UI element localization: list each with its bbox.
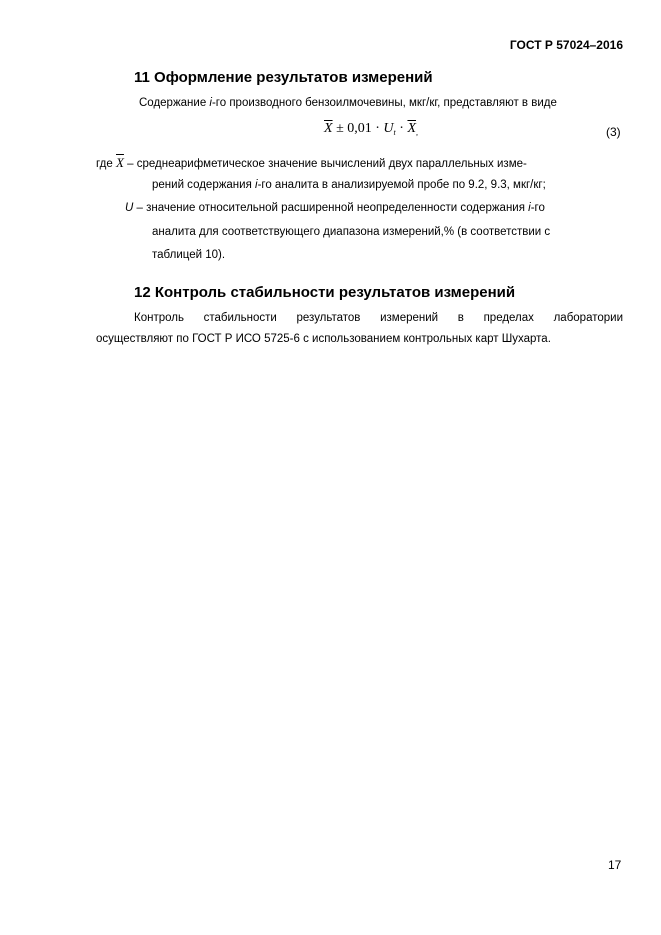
- def2-line1-b: -го: [530, 202, 545, 214]
- intro-italic-i: i: [209, 97, 212, 109]
- definition-x-line-1: [96, 155, 527, 171]
- equation-number: (3): [606, 125, 621, 139]
- definition-u-line-1: [125, 202, 545, 214]
- def2-line1-i: i: [528, 202, 531, 214]
- formula-u: U: [383, 121, 394, 136]
- where-symbol-x-bar: $\overline{X}$: [116, 155, 124, 170]
- intro-start: Содержание: [139, 97, 210, 109]
- def2-symbol-u: U: [125, 202, 134, 214]
- definition-u-line-3: таблицей 10).: [152, 249, 226, 261]
- formula-u-sub: t: [393, 128, 396, 137]
- def1-line2-a: рений содержания: [152, 179, 255, 191]
- definition-x-line-2: [152, 179, 546, 191]
- formula-dot: ·: [399, 121, 404, 136]
- intro-rest: -го производного бензоилмочевины, мкг/кг, представляют в виде: [211, 97, 557, 109]
- section-11-heading: 11 Оформление результатов измерений: [134, 69, 433, 86]
- def1-line2-i: i: [255, 179, 258, 191]
- formula-3: [324, 121, 418, 137]
- document-header: ГОСТ Р 57024–2016: [509, 38, 623, 52]
- formula-x-bar-2: $\overline{X}$: [407, 121, 417, 136]
- page-number: 17: [608, 858, 622, 872]
- def2-line1-a: – значение относительной расширенной неопределенности содержания: [133, 202, 529, 214]
- formula-x-bar: $\overline{X}$: [324, 121, 333, 136]
- where-prefix: где: [96, 158, 113, 170]
- section-12-paragraph-line-1: Контроль стабильности результатов измерений в пределах лаборатории: [134, 312, 623, 324]
- section-12-paragraph-line-2: осуществляют по ГОСТ Р ИСО 5725-6 с использованием контрольных карт Шухарта.: [96, 333, 551, 345]
- definition-x-text: – среднеарифметическое значение вычислений двух параллельных изме-: [127, 158, 527, 170]
- formula-pm: ± 0,01 ·: [336, 121, 380, 136]
- section-11-intro: [139, 97, 557, 109]
- def1-line2-b: -го аналита в анализируемой пробе по 9.2, 9.3, мкг/кг;: [257, 179, 546, 191]
- definition-u-line-2: аналита для соответствующего диапазона измерений,% (в соответствии с: [152, 226, 551, 238]
- section-12-heading: 12 Контроль стабильности результатов измерений: [134, 284, 516, 301]
- formula-comma: ,: [416, 128, 419, 137]
